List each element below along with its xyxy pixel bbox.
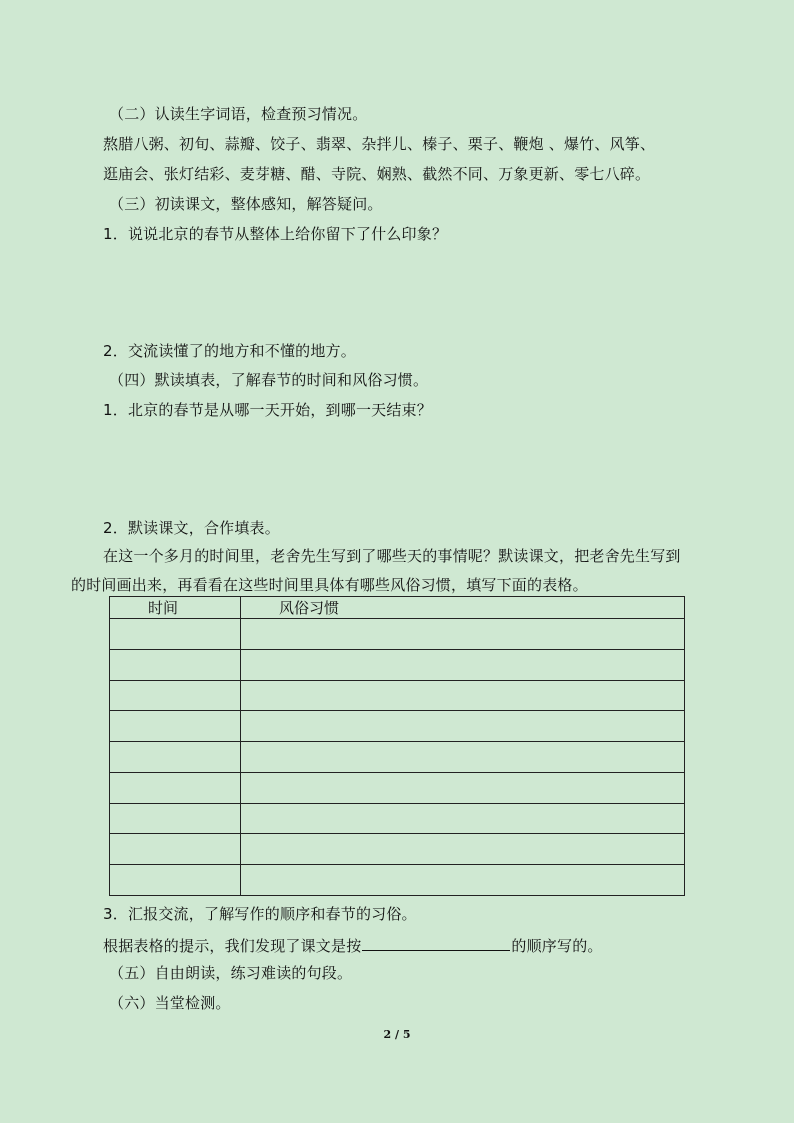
table-row <box>110 619 685 650</box>
section-6-title: （六）当堂检测。 <box>109 994 231 1012</box>
table-row <box>110 865 685 896</box>
question-3: 3．汇报交流，了解写作的顺序和春节的习俗。 <box>103 905 417 923</box>
customs-cell[interactable] <box>241 772 685 803</box>
fill-in-sentence <box>103 934 603 956</box>
fill-prefix: 根据表格的提示，我们发现了课文是按 <box>103 937 362 955</box>
customs-cell[interactable] <box>241 834 685 865</box>
section-4-title: （四）默读填表，了解春节的时间和风俗习惯。 <box>109 371 429 389</box>
time-cell[interactable] <box>110 649 241 680</box>
table-row <box>110 742 685 773</box>
customs-cell[interactable] <box>241 865 685 896</box>
section-4-question-2: 2．默读课文，合作填表。 <box>103 519 280 537</box>
time-cell[interactable] <box>110 711 241 742</box>
page-number: 2 / 5 <box>383 1028 411 1041</box>
table-row <box>110 711 685 742</box>
section-4-question-1: 1．北京的春节是从哪一天开始，到哪一天结束？ <box>103 401 432 419</box>
table-row <box>110 680 685 711</box>
fill-suffix: 的顺序写的。 <box>511 937 603 955</box>
table-row <box>110 649 685 680</box>
customs-cell[interactable] <box>241 619 685 650</box>
customs-cell[interactable] <box>241 742 685 773</box>
section-3-title: （三）初读课文，整体感知，解答疑问。 <box>109 195 383 213</box>
header-customs: 风俗习惯 <box>241 597 685 619</box>
section-5-title: （五）自由朗读，练习难读的句段。 <box>109 964 353 982</box>
time-cell[interactable] <box>110 865 241 896</box>
time-cell[interactable] <box>110 803 241 834</box>
time-cell[interactable] <box>110 834 241 865</box>
fill-blank[interactable] <box>362 934 510 951</box>
table-row <box>110 834 685 865</box>
table-header-row <box>110 597 685 619</box>
question-1: 1．说说北京的春节从整体上给你留下了什么印象？ <box>103 225 448 243</box>
table-row <box>110 803 685 834</box>
vocab-line-1: 熬腊八粥、初旬、蒜瓣、饺子、翡翠、杂拌儿、榛子、栗子、鞭炮 、爆竹、风筝、 <box>103 135 656 153</box>
instruction-line-2: 的时间画出来，再看看在这些时间里具体有哪些风俗习惯，填写下面的表格。 <box>71 576 588 594</box>
customs-cell[interactable] <box>241 711 685 742</box>
section-2-title: （二）认读生字词语，检查预习情况。 <box>109 105 368 123</box>
time-cell[interactable] <box>110 619 241 650</box>
table-row <box>110 772 685 803</box>
customs-cell[interactable] <box>241 649 685 680</box>
question-2: 2．交流读懂了的地方和不懂的地方。 <box>103 342 356 360</box>
customs-cell[interactable] <box>241 803 685 834</box>
customs-table <box>109 596 685 896</box>
time-cell[interactable] <box>110 772 241 803</box>
instruction-line-1: 在这一个多月的时间里，老舍先生写到了哪些天的事情呢？默读课文，把老舍先生写到 <box>103 547 681 565</box>
time-cell[interactable] <box>110 742 241 773</box>
customs-cell[interactable] <box>241 680 685 711</box>
header-time: 时间 <box>110 597 241 619</box>
time-cell[interactable] <box>110 680 241 711</box>
vocab-line-2: 逛庙会、张灯结彩、麦芽糖、醋、寺院、娴熟、截然不同、万象更新、零七八碎。 <box>103 165 651 183</box>
